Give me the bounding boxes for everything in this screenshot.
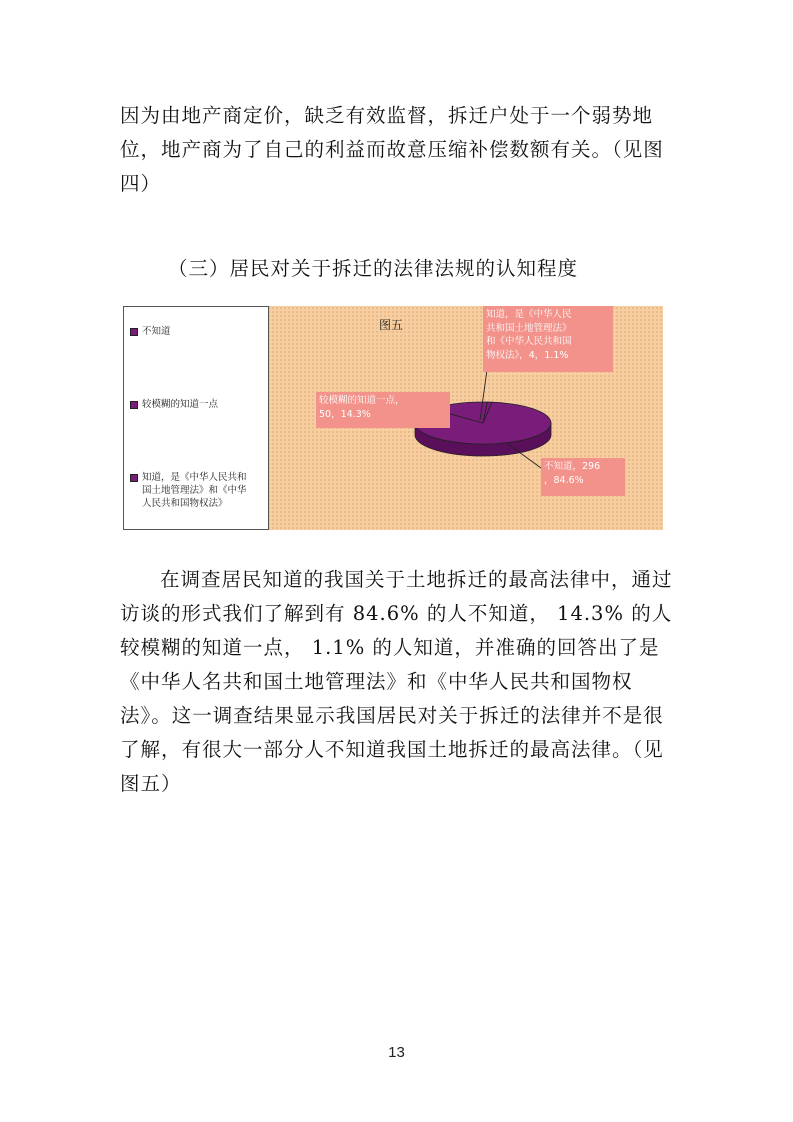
legend-label-line: 人民共和国物权法》 <box>142 498 228 509</box>
data-label-vague <box>316 392 450 428</box>
legend-item-unknown <box>130 325 264 338</box>
data-label-known <box>483 306 613 372</box>
chart-title: 图五 <box>379 318 404 332</box>
chart-legend <box>123 306 269 530</box>
data-label-line: 共和国土地管理法》 <box>486 322 572 334</box>
data-label-line: 和《中华人民共和国 <box>486 336 572 347</box>
paragraph-body: 在调查居民知道的我国关于土地拆迁的最高法律中，通过访谈的形式我们了解到有 84.6% 的人不知道， 14.3% 的人较模糊的知道一点， 1.1% 的人知道，并准确的回答出了是《中华人名共和国土地管理法》和《中华人民共和国物权法》。这一调查结果显示我国居民对关于拆迁的法律并不是很了解，有很大一部分人不知道我国土地拆迁的最高法律。（见图五） <box>120 568 673 795</box>
legend-item-known <box>130 471 264 510</box>
legend-label-line: 不知道 <box>142 326 171 337</box>
legend-label-line: 国土地管理法》和《中华 <box>142 485 247 496</box>
data-label-line: 物权法》，4，1.1% <box>486 349 569 361</box>
legend-label-line: 较模糊的知道一点 <box>142 399 219 410</box>
legend-swatch <box>130 401 138 409</box>
legend-item-vague <box>130 398 264 411</box>
data-label-line: ，84.6% <box>544 474 584 486</box>
page-number: 13 <box>388 1044 405 1061</box>
legend-label <box>142 471 247 510</box>
legend-label <box>142 398 218 411</box>
data-label-line: 较模糊的知道一点， <box>319 395 405 406</box>
legend-label <box>142 325 171 338</box>
legend-label-line: 知道，是《中华人民共和 <box>142 472 247 483</box>
data-label-line: 不知道，296 <box>544 461 601 472</box>
data-label-unknown <box>541 458 625 496</box>
pie-chart-figure <box>123 306 663 530</box>
section-heading: （三）居民对关于拆迁的法律法规的认知程度 <box>168 257 579 280</box>
legend-swatch <box>130 474 138 482</box>
paragraph-top: 因为由地产商定价，缺乏有效监督，拆迁户处于一个弱势地位，地产商为了自己的利益而故意压缩补偿数额有关。（见图四） <box>120 104 664 195</box>
legend-swatch <box>130 328 138 336</box>
data-label-line: 50，14.3% <box>319 408 371 420</box>
data-label-line: 知道，是《中华人民 <box>486 309 572 320</box>
